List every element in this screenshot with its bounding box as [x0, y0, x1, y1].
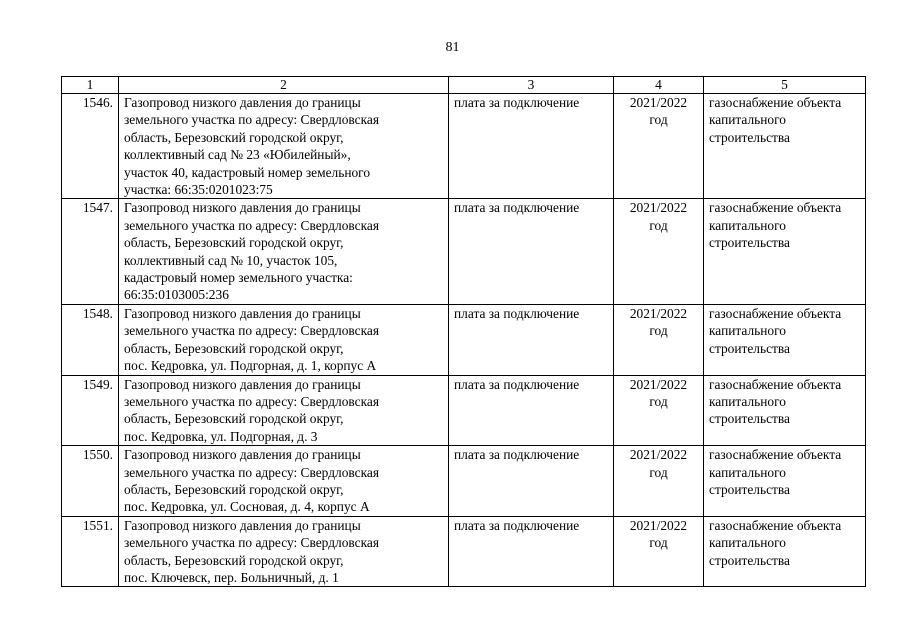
description-line: область, Березовский городской округ, — [124, 411, 344, 427]
purpose — [704, 94, 866, 199]
table-row — [62, 446, 866, 517]
period-line: год — [649, 323, 668, 339]
description-line: земельного участка по адресу: Свердловская — [124, 217, 379, 233]
purpose-line: газоснабжение объекта — [709, 200, 842, 216]
payment-type: плата за подключение — [449, 375, 614, 446]
description-line: участок 40, кадастровый номер земельного — [124, 164, 371, 180]
period-line: год — [649, 393, 668, 409]
description-line: участка: 66:35:0201023:75 — [124, 182, 273, 198]
payment-type: плата за подключение — [449, 446, 614, 517]
object-description — [119, 375, 449, 446]
period-line: 2021/2022 — [629, 200, 688, 216]
row-number: 1547. — [62, 199, 119, 304]
purpose — [704, 446, 866, 517]
period-line: год — [649, 112, 668, 128]
period — [614, 516, 704, 587]
row-number: 1546. — [62, 94, 119, 199]
description-line: кадастровый номер земельного участка: — [124, 270, 353, 286]
payment-type: плата за подключение — [449, 304, 614, 375]
description-line: земельного участка по адресу: Свердловская — [124, 535, 379, 551]
period-line: 2021/2022 — [629, 447, 688, 463]
description-line: земельного участка по адресу: Свердловская — [124, 112, 379, 128]
description-line: земельного участка по адресу: Свердловская — [124, 393, 379, 409]
description-line: Газопровод низкого давления до границы — [124, 95, 361, 110]
description-line: область, Березовский городской округ, — [124, 340, 344, 356]
description-line: пос. Кедровка, ул. Сосновая, д. 4, корпус А — [124, 499, 370, 515]
description-line: Газопровод низкого давления до границы — [124, 447, 361, 463]
object-description — [119, 94, 449, 199]
purpose-line: газоснабжение объекта — [709, 95, 842, 110]
description-line: Газопровод низкого давления до границы — [124, 200, 361, 216]
purpose-line: капитального — [709, 535, 786, 551]
period-line: 2021/2022 — [629, 305, 688, 321]
purpose-line: капитального — [709, 323, 786, 339]
purpose-line: капитального — [709, 217, 786, 233]
object-description — [119, 446, 449, 517]
table-row — [62, 516, 866, 587]
purpose-line: строительства — [709, 481, 790, 497]
description-line: область, Березовский городской округ, — [124, 129, 344, 145]
period-line: 2021/2022 — [629, 517, 688, 533]
purpose-line: строительства — [709, 235, 790, 251]
purpose-line: капитального — [709, 112, 786, 128]
purpose — [704, 375, 866, 446]
payment-type: плата за подключение — [449, 516, 614, 587]
description-line: область, Березовский городской округ, — [124, 552, 344, 568]
purpose-line: капитального — [709, 464, 786, 480]
object-description — [119, 516, 449, 587]
purpose-line: строительства — [709, 552, 790, 568]
row-number: 1549. — [62, 375, 119, 446]
header-col-1: 1 — [62, 77, 119, 94]
period-line: год — [649, 535, 668, 551]
description-line: земельного участка по адресу: Свердловская — [124, 323, 379, 339]
period — [614, 446, 704, 517]
purpose-line: капитального — [709, 393, 786, 409]
period-line: год — [649, 464, 668, 480]
investment-program-table — [61, 76, 866, 587]
row-number: 1550. — [62, 446, 119, 517]
description-line: 66:35:0103005:236 — [124, 287, 229, 303]
purpose-line: газоснабжение объекта — [709, 517, 842, 533]
payment-type: плата за подключение — [449, 199, 614, 304]
description-line: пос. Кедровка, ул. Подгорная, д. 3 — [124, 428, 318, 444]
header-col-2: 2 — [119, 77, 449, 94]
payment-type: плата за подключение — [449, 94, 614, 199]
description-line: пос. Кедровка, ул. Подгорная, д. 1, корпус А — [124, 358, 377, 374]
table-row — [62, 304, 866, 375]
object-description — [119, 304, 449, 375]
purpose-line: строительства — [709, 340, 790, 356]
row-number: 1548. — [62, 304, 119, 375]
period-line: 2021/2022 — [629, 95, 688, 110]
description-line: пос. Ключевск, пер. Больничный, д. 1 — [124, 569, 339, 585]
purpose — [704, 304, 866, 375]
table-row — [62, 94, 866, 199]
period — [614, 304, 704, 375]
table-row — [62, 199, 866, 304]
description-line: земельного участка по адресу: Свердловская — [124, 464, 379, 480]
header-col-3: 3 — [449, 77, 614, 94]
table-body — [62, 94, 866, 587]
header-col-4: 4 — [614, 77, 704, 94]
description-line: Газопровод низкого давления до границы — [124, 305, 361, 321]
period-line: 2021/2022 — [629, 376, 688, 392]
row-number: 1551. — [62, 516, 119, 587]
page-number: 81 — [445, 40, 460, 55]
object-description — [119, 199, 449, 304]
description-line: Газопровод низкого давления до границы — [124, 376, 361, 392]
period — [614, 375, 704, 446]
table-row — [62, 375, 866, 446]
description-line: коллективный сад № 10, участок 105, — [124, 252, 338, 268]
purpose — [704, 199, 866, 304]
description-line: область, Березовский городской округ, — [124, 235, 344, 251]
purpose-line: газоснабжение объекта — [709, 305, 842, 321]
period — [614, 199, 704, 304]
description-line: Газопровод низкого давления до границы — [124, 517, 361, 533]
description-line: область, Березовский городской округ, — [124, 481, 344, 497]
purpose-line: строительства — [709, 129, 790, 145]
table-header-row — [62, 77, 866, 94]
description-line: коллективный сад № 23 «Юбилейный», — [124, 147, 351, 163]
purpose-line: газоснабжение объекта — [709, 447, 842, 463]
period — [614, 94, 704, 199]
period-line: год — [649, 217, 668, 233]
purpose-line: строительства — [709, 411, 790, 427]
purpose — [704, 516, 866, 587]
header-col-5: 5 — [704, 77, 866, 94]
purpose-line: газоснабжение объекта — [709, 376, 842, 392]
